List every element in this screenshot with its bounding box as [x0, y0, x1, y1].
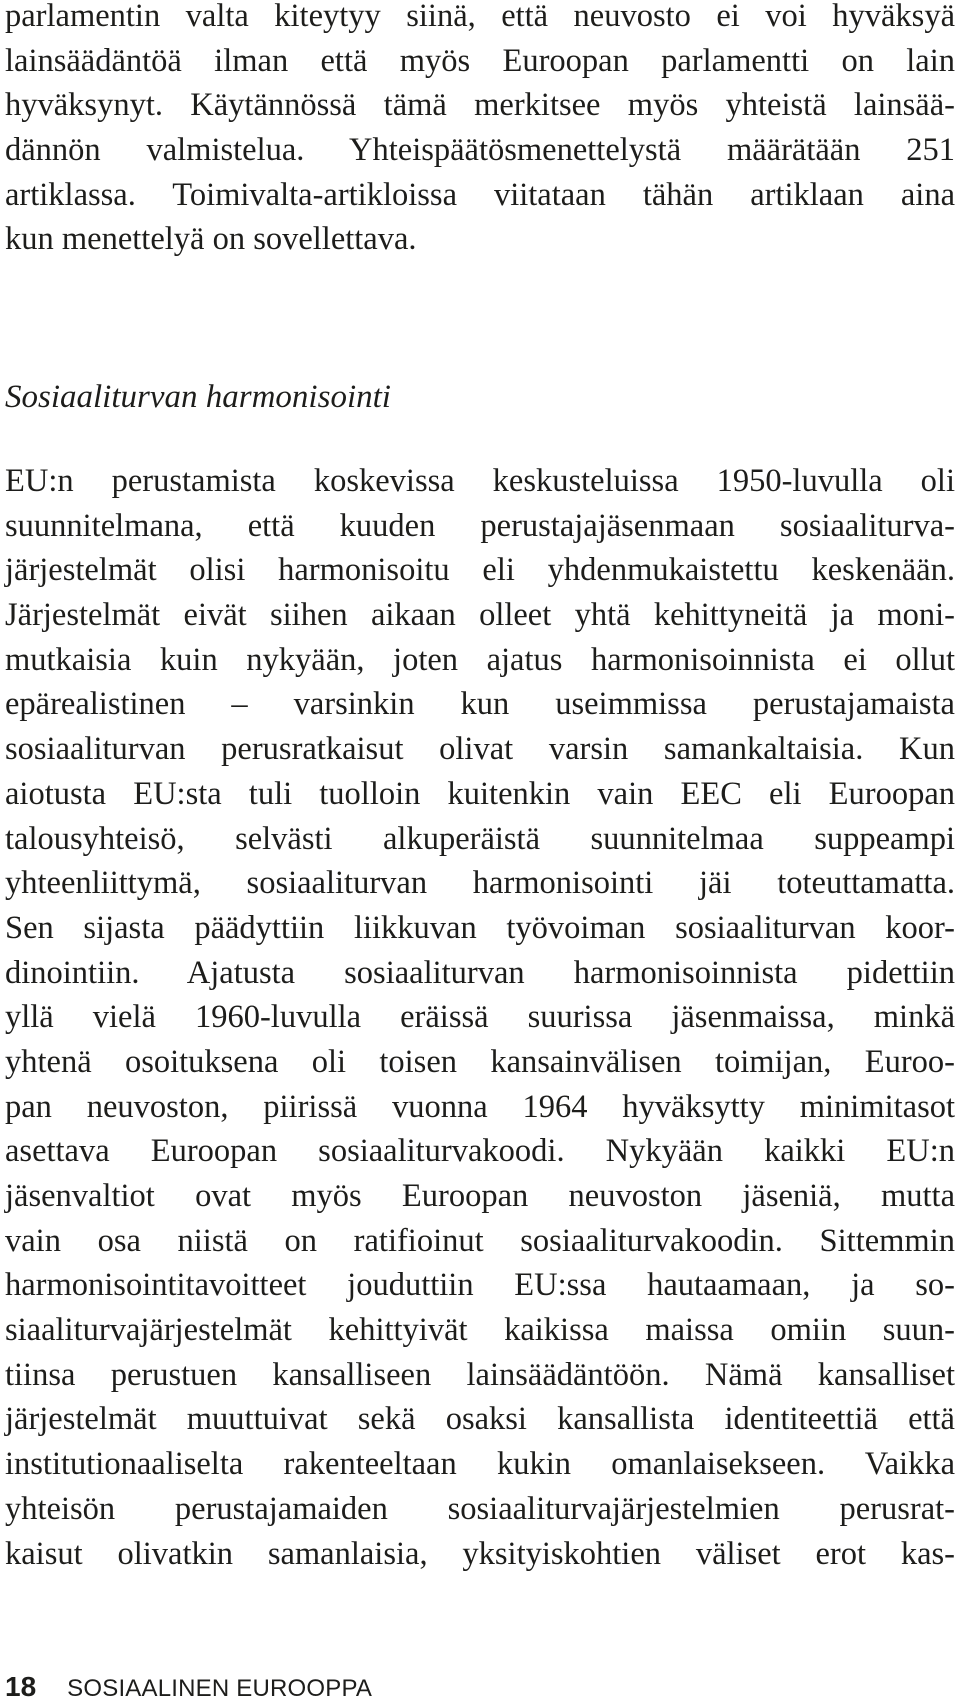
- text-line: harmonisointitavoitteet jouduttiin EU:ssa hautaamaan, ja so-: [5, 1267, 955, 1304]
- text-line: yhtenä osoituksena oli toisen kansainvälisen toimijan, Euroo-: [5, 1043, 955, 1080]
- text-line: yhteenliittymä, sosiaaliturvan harmonisointi jäi toteuttamatta.: [5, 865, 955, 902]
- text-line: parlamentin valta kiteytyy siinä, että neuvosto ei voi hyväksyä: [5, 0, 955, 34]
- running-title: SOSIAALINEN EUROOPPA: [67, 1675, 373, 1702]
- text-line: jäsenvaltiot ovat myös Euroopan neuvoston jäseniä, mutta: [5, 1178, 955, 1214]
- text-line: yhteisön perustajamaiden sosiaaliturvajärjestelmien perusrat-: [5, 1490, 955, 1527]
- text-line: tiinsa perustuen kansalliseen lainsäädäntöön. Nämä kansalliset: [5, 1356, 955, 1393]
- text-line: dinointiin. Ajatusta sosiaaliturvan harmonisoinnista pidettiin: [5, 954, 955, 991]
- text-line: aiotusta EU:sta tuli tuolloin kuitenkin vain EEC eli Euroopan: [5, 775, 955, 812]
- text-line: Järjestelmät eivät siihen aikaan olleet yhtä kehittyneitä ja moni-: [5, 597, 955, 634]
- text-line: Sen sijasta päädyttiin liikkuvan työvoiman sosiaaliturvan koor-: [5, 909, 955, 946]
- text-line: kaisut olivatkin samanlaisia, yksityiskohtien väliset erot kas-: [5, 1535, 955, 1572]
- section-paragraph: [5, 459, 955, 1576]
- text-line: suunnitelmana, että kuuden perustajajäsenmaan sosiaaliturva-: [5, 507, 955, 544]
- text-line: artiklassa. Toimivalta-artikloissa viitataan tähän artiklaan aina: [5, 176, 955, 213]
- paragraph-continued: [5, 0, 955, 262]
- text-line: dännön valmistelua. Yhteispäätösmenettelystä määrätään 251: [5, 132, 955, 169]
- document-page: [5, 0, 955, 1704]
- text-line: institutionaaliselta rakenteeltaan kukin omanlaisekseen. Vaikka: [5, 1446, 955, 1483]
- text-line: hyväksynyt. Käytännössä tämä merkitsee myös yhteistä lainsää-: [5, 87, 955, 124]
- text-line: lainsäädäntöä ilman että myös Euroopan parlamentti on lain: [5, 42, 955, 79]
- text-line: epärealistinen – varsinkin kun useimmissa perustajamaista: [5, 686, 955, 723]
- text-line: kun menettelyä on sovellettava.: [5, 221, 417, 258]
- text-line: yllä vielä 1960-luvulla eräissä suurissa jäsenmaissa, minkä: [5, 999, 955, 1036]
- text-line: vain osa niistä on ratifioinut sosiaaliturvakoodin. Sittemmin: [5, 1222, 955, 1259]
- text-line: sosiaaliturvan perusratkaisut olivat varsin samankaltaisia. Kun: [5, 731, 955, 768]
- text-line: siaaliturvajärjestelmät kehittyivät kaikissa maissa omiin suun-: [5, 1312, 955, 1349]
- text-line: EU:n perustamista koskevissa keskusteluissa 1950-luvulla oli: [5, 463, 955, 499]
- text-line: mutkaisia kuin nykyään, joten ajatus harmonisoinnista ei ollut: [5, 641, 955, 678]
- text-line: pan neuvoston, piirissä vuonna 1964 hyväksytty minimitasot: [5, 1088, 955, 1125]
- text-line: järjestelmät olisi harmonisoitu eli yhdenmukaistettu keskenään.: [5, 552, 955, 589]
- text-line: järjestelmät muuttuivat sekä osaksi kansallista identiteettiä että: [5, 1401, 955, 1438]
- page-number: 18: [5, 1671, 37, 1702]
- text-line: talousyhteisö, selvästi alkuperäistä suunnitelmaa suppeampi: [5, 820, 955, 857]
- section-heading: Sosiaaliturvan harmonisointi: [5, 379, 391, 415]
- page-footer: [5, 1672, 372, 1704]
- text-line: asettava Euroopan sosiaaliturvakoodi. Nykyään kaikki EU:n: [5, 1133, 955, 1170]
